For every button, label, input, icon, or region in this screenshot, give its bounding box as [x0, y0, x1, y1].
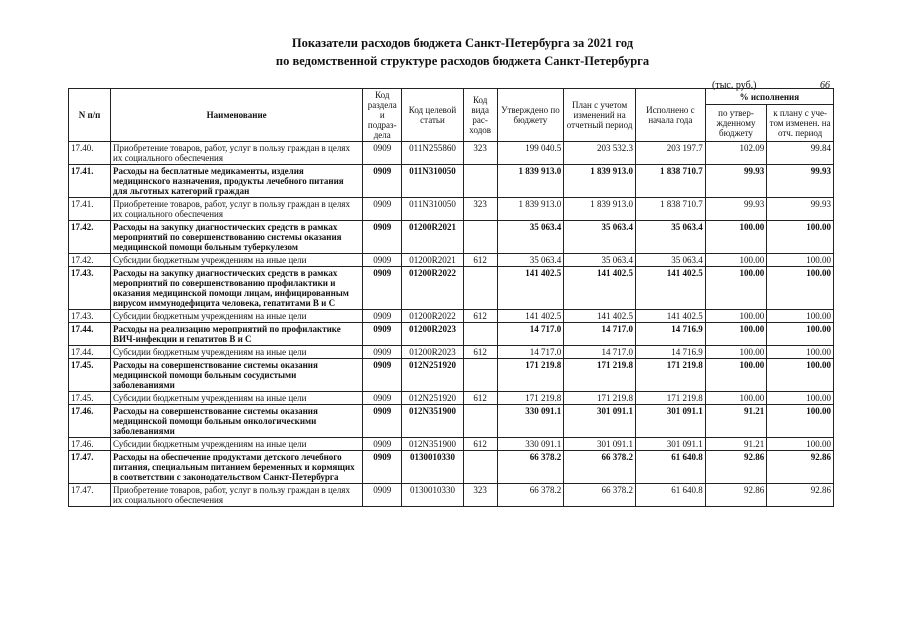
row-number: 17.44. — [69, 323, 111, 346]
row-pct-approved: 92.86 — [705, 451, 767, 484]
table-body — [69, 142, 834, 507]
row-approved: 35 063.4 — [497, 221, 564, 254]
row-type-code: 323 — [463, 484, 497, 507]
row-number: 17.44. — [69, 346, 111, 359]
row-plan: 66 378.2 — [564, 484, 636, 507]
row-number: 17.41. — [69, 198, 111, 221]
row-pct-plan: 100.00 — [767, 310, 834, 323]
row-executed: 14 716.9 — [636, 323, 706, 346]
row-plan: 301 091.1 — [564, 405, 636, 438]
row-section-code: 0909 — [363, 198, 402, 221]
row-plan: 171 219.8 — [564, 359, 636, 392]
report-subtitle: по ведомственной структуре расходов бюджета Санкт-Петербурга — [275, 54, 650, 68]
row-approved: 35 063.4 — [497, 254, 564, 267]
row-section-code: 0909 — [363, 451, 402, 484]
col-header-type: Код вида рас-ходов — [463, 89, 497, 142]
row-section-code: 0909 — [363, 438, 402, 451]
row-number: 17.42. — [69, 254, 111, 267]
row-executed: 301 091.1 — [636, 438, 706, 451]
row-name: Расходы на реализацию мероприятий по профилактике ВИЧ-инфекции и гепатитов В и С — [111, 323, 363, 346]
row-plan: 35 063.4 — [564, 254, 636, 267]
row-name: Субсидии бюджетным учреждениям на иные цели — [111, 310, 363, 323]
row-pct-plan: 92.86 — [767, 484, 834, 507]
row-type-code — [463, 165, 497, 198]
row-pct-plan: 99.93 — [767, 198, 834, 221]
row-executed: 1 838 710.7 — [636, 198, 706, 221]
row-plan: 66 378.2 — [564, 451, 636, 484]
row-name: Субсидии бюджетным учреждениям на иные цели — [111, 254, 363, 267]
row-plan: 1 839 913.0 — [564, 165, 636, 198]
row-executed: 61 640.8 — [636, 484, 706, 507]
row-approved: 1 839 913.0 — [497, 198, 564, 221]
table-row — [69, 267, 834, 310]
row-pct-approved: 99.93 — [705, 165, 767, 198]
row-target-code: 012N351900 — [402, 438, 464, 451]
row-number: 17.46. — [69, 405, 111, 438]
row-target-code: 01200R2023 — [402, 323, 464, 346]
row-plan: 141 402.5 — [564, 310, 636, 323]
col-header-target: Код целевой статьи — [402, 89, 464, 142]
row-number: 17.42. — [69, 221, 111, 254]
row-target-code: 012N351900 — [402, 405, 464, 438]
row-plan: 14 717.0 — [564, 323, 636, 346]
row-pct-plan: 92.86 — [767, 451, 834, 484]
row-pct-plan: 99.84 — [767, 142, 834, 165]
expenditure-table — [68, 88, 834, 507]
row-plan: 171 219.8 — [564, 392, 636, 405]
row-name: Расходы на обеспечение продуктами детского лечебного питания, специальным питанием беременных и кормящих в соответствии с законодательством Санкт-Петербурга — [111, 451, 363, 484]
row-pct-plan: 99.93 — [767, 165, 834, 198]
col-header-approved: Утверждено по бюджету — [497, 89, 564, 142]
row-executed: 171 219.8 — [636, 392, 706, 405]
row-target-code: 01200R2023 — [402, 346, 464, 359]
units-label: (тыс. руб.) — [712, 80, 757, 91]
table-row — [69, 438, 834, 451]
row-section-code: 0909 — [363, 142, 402, 165]
row-pct-approved: 100.00 — [705, 323, 767, 346]
row-plan: 1 839 913.0 — [564, 198, 636, 221]
row-approved: 141 402.5 — [497, 267, 564, 310]
row-type-code: 612 — [463, 438, 497, 451]
row-pct-plan: 100.00 — [767, 323, 834, 346]
row-plan: 301 091.1 — [564, 438, 636, 451]
row-pct-approved: 100.00 — [705, 392, 767, 405]
row-number: 17.43. — [69, 267, 111, 310]
row-pct-approved: 100.00 — [705, 221, 767, 254]
row-pct-plan: 100.00 — [767, 438, 834, 451]
row-target-code: 01200R2021 — [402, 221, 464, 254]
row-number: 17.46. — [69, 438, 111, 451]
row-executed: 61 640.8 — [636, 451, 706, 484]
row-pct-approved: 100.00 — [705, 346, 767, 359]
row-section-code: 0909 — [363, 405, 402, 438]
row-target-code: 012N251920 — [402, 392, 464, 405]
row-section-code: 0909 — [363, 254, 402, 267]
row-approved: 171 219.8 — [497, 392, 564, 405]
row-pct-approved: 99.93 — [705, 198, 767, 221]
row-pct-plan: 100.00 — [767, 346, 834, 359]
row-pct-approved: 100.00 — [705, 359, 767, 392]
table-row — [69, 392, 834, 405]
row-executed: 1 838 710.7 — [636, 165, 706, 198]
row-number: 17.45. — [69, 392, 111, 405]
col-header-percent: % исполнения — [705, 89, 833, 105]
row-plan: 203 532.3 — [564, 142, 636, 165]
row-type-code: 323 — [463, 198, 497, 221]
row-number: 17.47. — [69, 451, 111, 484]
row-name: Расходы на совершенствование системы оказания медицинской помощи больным сосудистыми заболеваниями — [111, 359, 363, 392]
row-pct-plan: 100.00 — [767, 254, 834, 267]
table-row — [69, 165, 834, 198]
table-row — [69, 310, 834, 323]
row-name: Приобретение товаров, работ, услуг в пользу граждан в целях их социального обеспечения — [111, 484, 363, 507]
row-number: 17.45. — [69, 359, 111, 392]
row-approved: 330 091.1 — [497, 438, 564, 451]
col-header-pct-approved: по утвер-жденному бюджету — [705, 105, 767, 142]
col-header-plan: План с учетом изменений на отчетный период — [564, 89, 636, 142]
row-executed: 35 063.4 — [636, 221, 706, 254]
row-approved: 171 219.8 — [497, 359, 564, 392]
row-target-code: 01200R2022 — [402, 310, 464, 323]
row-number: 17.43. — [69, 310, 111, 323]
row-approved: 66 378.2 — [497, 451, 564, 484]
row-executed: 301 091.1 — [636, 405, 706, 438]
row-pct-plan: 100.00 — [767, 221, 834, 254]
row-target-code: 01200R2021 — [402, 254, 464, 267]
row-approved: 199 040.5 — [497, 142, 564, 165]
table-row — [69, 221, 834, 254]
row-type-code — [463, 405, 497, 438]
row-type-code: 323 — [463, 142, 497, 165]
row-name: Расходы на закупку диагностических средств в рамках мероприятий по совершенствованию профилактики и оказания медицинской помощи лицам, инфицированным вирусом иммунодефицита человека, гепатитами В и С — [111, 267, 363, 310]
table-row — [69, 484, 834, 507]
row-pct-approved: 102.09 — [705, 142, 767, 165]
row-section-code: 0909 — [363, 310, 402, 323]
col-header-executed: Исполнено с начала года — [636, 89, 706, 142]
row-target-code: 0130010330 — [402, 484, 464, 507]
row-pct-plan: 100.00 — [767, 405, 834, 438]
row-number: 17.40. — [69, 142, 111, 165]
row-name: Приобретение товаров, работ, услуг в пользу граждан в целях их социального обеспечения — [111, 142, 363, 165]
table-row — [69, 359, 834, 392]
row-pct-approved: 100.00 — [705, 310, 767, 323]
row-section-code: 0909 — [363, 323, 402, 346]
row-type-code — [463, 359, 497, 392]
row-name: Расходы на бесплатные медикаменты, изделия медицинского назначения, продукты лечебного питания для льготных категорий граждан — [111, 165, 363, 198]
row-type-code — [463, 451, 497, 484]
row-target-code: 011N310050 — [402, 198, 464, 221]
col-header-num: N п/п — [69, 89, 111, 142]
row-section-code: 0909 — [363, 221, 402, 254]
row-approved: 14 717.0 — [497, 346, 564, 359]
row-executed: 203 197.7 — [636, 142, 706, 165]
row-section-code: 0909 — [363, 359, 402, 392]
row-plan: 35 063.4 — [564, 221, 636, 254]
row-executed: 35 063.4 — [636, 254, 706, 267]
row-plan: 141 402.5 — [564, 267, 636, 310]
row-approved: 14 717.0 — [497, 323, 564, 346]
row-pct-approved: 100.00 — [705, 267, 767, 310]
row-plan: 14 717.0 — [564, 346, 636, 359]
row-type-code — [463, 221, 497, 254]
col-header-section: Код раздела и подраз-дела — [363, 89, 402, 142]
row-approved: 141 402.5 — [497, 310, 564, 323]
report-title: Показатели расходов бюджета Санкт-Петербурга за 2021 год — [291, 36, 634, 50]
row-pct-approved: 91.21 — [705, 405, 767, 438]
table-row — [69, 451, 834, 484]
row-number: 17.47. — [69, 484, 111, 507]
row-executed: 14 716.9 — [636, 346, 706, 359]
table-row — [69, 405, 834, 438]
row-pct-plan: 100.00 — [767, 392, 834, 405]
row-type-code — [463, 267, 497, 310]
page-number: 66 — [820, 80, 830, 91]
row-type-code: 612 — [463, 310, 497, 323]
table-row — [69, 346, 834, 359]
row-pct-plan: 100.00 — [767, 359, 834, 392]
row-approved: 330 091.1 — [497, 405, 564, 438]
row-type-code — [463, 323, 497, 346]
row-executed: 141 402.5 — [636, 310, 706, 323]
table-row — [69, 323, 834, 346]
table-row — [69, 142, 834, 165]
row-approved: 66 378.2 — [497, 484, 564, 507]
row-section-code: 0909 — [363, 346, 402, 359]
row-number: 17.41. — [69, 165, 111, 198]
row-name: Приобретение товаров, работ, услуг в пользу граждан в целях их социального обеспечения — [111, 198, 363, 221]
row-executed: 141 402.5 — [636, 267, 706, 310]
row-section-code: 0909 — [363, 165, 402, 198]
table-row — [69, 198, 834, 221]
row-type-code: 612 — [463, 254, 497, 267]
row-type-code: 612 — [463, 346, 497, 359]
row-approved: 1 839 913.0 — [497, 165, 564, 198]
row-pct-approved: 91.21 — [705, 438, 767, 451]
row-pct-approved: 92.86 — [705, 484, 767, 507]
row-target-code: 0130010330 — [402, 451, 464, 484]
row-name: Субсидии бюджетным учреждениям на иные цели — [111, 438, 363, 451]
row-name: Расходы на совершенствование системы оказания медицинской помощи больным онкологическими заболеваниями — [111, 405, 363, 438]
col-header-name: Наименование — [111, 89, 363, 142]
row-section-code: 0909 — [363, 484, 402, 507]
table-row — [69, 254, 834, 267]
row-target-code: 01200R2022 — [402, 267, 464, 310]
row-section-code: 0909 — [363, 267, 402, 310]
row-target-code: 012N251920 — [402, 359, 464, 392]
row-target-code: 011N310050 — [402, 165, 464, 198]
row-pct-approved: 100.00 — [705, 254, 767, 267]
row-type-code: 612 — [463, 392, 497, 405]
row-pct-plan: 100.00 — [767, 267, 834, 310]
row-name: Расходы на закупку диагностических средств в рамках мероприятий по совершенствованию системы оказания медицинской помощи больным туберкулезом — [111, 221, 363, 254]
col-header-pct-plan: к плану с уче-том изменен. на отч. период — [767, 105, 834, 142]
row-section-code: 0909 — [363, 392, 402, 405]
row-executed: 171 219.8 — [636, 359, 706, 392]
row-name: Субсидии бюджетным учреждениям на иные цели — [111, 346, 363, 359]
row-target-code: 011N255860 — [402, 142, 464, 165]
row-name: Субсидии бюджетным учреждениям на иные цели — [111, 392, 363, 405]
